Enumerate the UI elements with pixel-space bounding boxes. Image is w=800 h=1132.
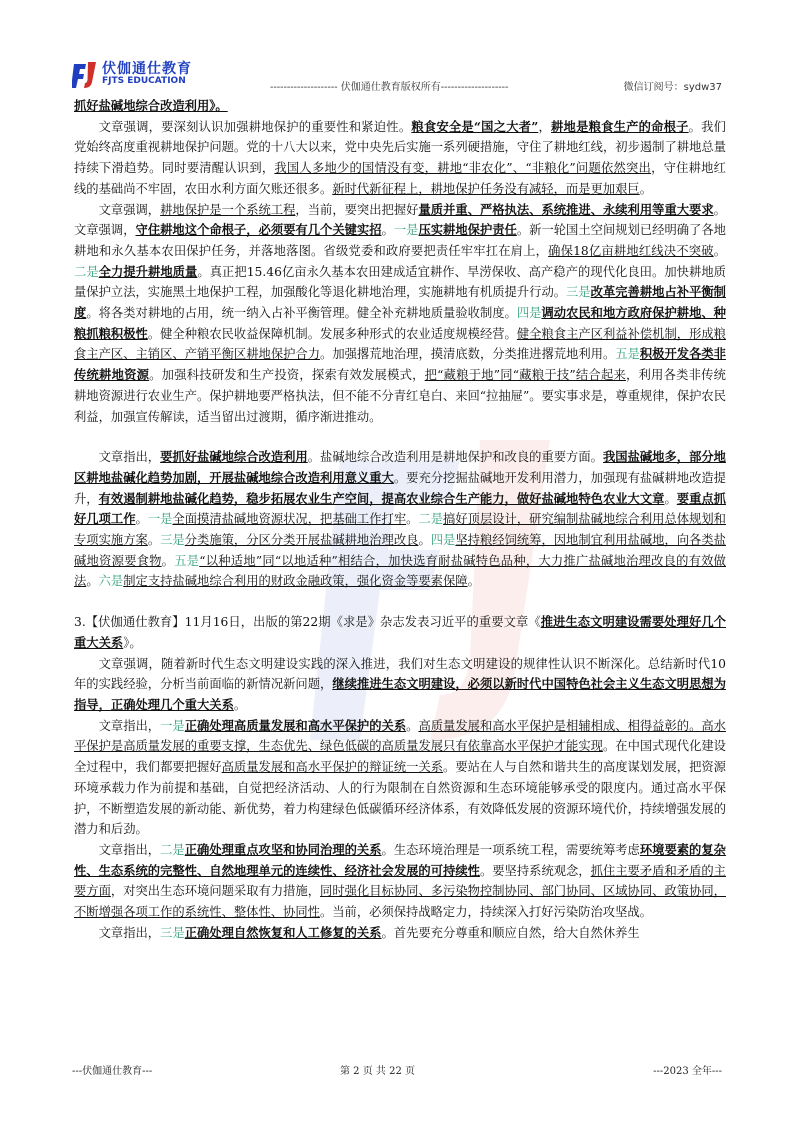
text-run: 正确处理高质量发展和高水平保护的关系: [184, 717, 407, 733]
paragraph: [74, 117, 726, 200]
text-run: 。加强科技研发和生产投资，探索有效发展模式，: [149, 368, 425, 383]
text-run: 环境要素的复杂性、生态系统的完整性、自然地理单元的连续性、经济社会发展的可持续性: [74, 841, 726, 878]
text-run: 。: [664, 491, 677, 506]
ordinal-label: 三是: [160, 533, 185, 548]
text-run: ，守住耕地红线的基础尚不牢固，农田水利方面欠账还很多。: [74, 161, 726, 196]
brand-name-cn: 伏伽通仕教育: [102, 61, 192, 77]
ordinal-label: 四是: [516, 306, 542, 321]
text-run: 有效遏制耕地盐碱化趋势，稳步拓展农业生产空间，提高农业综合生产能力，做好盐碱地特色农业大文章: [98, 490, 665, 506]
ordinal-label: 二是: [74, 264, 99, 279]
text-run: 量质并重、严格执法、系统推进、永续利用等重大要求: [418, 201, 714, 217]
text-run: 。要站在人与自然和谐共生的高度谋划发展，把资源环境承载力作为前提和基础，自觉把经济活动、人的行为限制在自然资源和生态环境能够承受的限度内。通过高水平保护，不断塑造发展的新动能、新优势，着力构建绿色低碳循环经济体系，有效降低发展的资源环境代价，持续增强发展的潜力和后劲。: [74, 760, 726, 837]
text-run: 同时强化目标协同、多污染物控制协同、部门协同、区域协同、政策协同，不断增强各项工作的系统性、整体性、协同性: [74, 884, 726, 920]
text-run: 。: [381, 223, 394, 238]
text-run: 。: [406, 718, 419, 733]
text-run: 正确处理重点攻坚和协同治理的关系: [184, 841, 382, 857]
ordinal-label: 一是: [393, 223, 419, 238]
text-run: 耕地: [551, 118, 577, 134]
text-run: 。: [639, 181, 652, 196]
footer-brand: ---伏伽通仕教育---: [72, 1066, 153, 1077]
text-run: 高质量发展和高水平保护是相辅相成、相得益彰的。高水平保护是高质量发展的重要支撑，生态优先、绿色低碳的高质量发展只有依靠高水平保护才能实现: [74, 718, 726, 754]
text-run: 文章指出，: [98, 718, 161, 733]
text-run: 。: [406, 512, 419, 527]
text-run: 积极开发各类非传统耕地资源: [74, 346, 726, 383]
text-run: 搞好顶层设计，研究编制盐碱地综合利用总体规划和专项实施方案: [74, 512, 726, 548]
text-run: 改革完善耕地占补平衡制度: [74, 284, 726, 321]
paragraph: [74, 654, 726, 716]
text-run: 继续推进生态文明建设，必须以新时代中国特色社会主义生态文明思想为指导，正确处理几个重大关系: [74, 676, 726, 712]
text-run: 。: [418, 533, 431, 548]
ordinal-label: 三是: [566, 285, 591, 300]
text-run: 文章指出，: [98, 842, 161, 857]
page-header: [72, 56, 722, 96]
text-run: 要重点抓好几项工作: [74, 490, 726, 527]
text-run: 。新一轮国土空间规划已经明确了各地耕地和永久基本农田保护任务，并落地落图。省级党委和政府要把责任牢牢扛在肩上，: [74, 223, 726, 258]
text-run: 守住耕地这个命根子，必须要有几个关键实招: [135, 222, 382, 238]
text-run: 。: [86, 574, 99, 589]
text-run: 。当前，必须保持战略定力，持续深入打好污染防治攻坚战。: [319, 905, 652, 920]
text-run: 确保18亿亩耕地红线决不突破: [548, 243, 714, 258]
text-run: 我国盐碱地多，部分地区耕地盐碱化趋势加剧，开展盐碱地综合改造利用意义重大: [74, 449, 726, 485]
copyright-banner: -------------------- 伏伽通仕教育版权所有--------------------: [270, 82, 509, 93]
text-run: 分类施策，分区分类开展盐碱耕地治理改良: [184, 533, 419, 548]
text-run: 。盐碱地综合改造利用是耕地保护和改良的重要方面。: [307, 450, 603, 465]
paragraph: [74, 447, 726, 592]
text-run: 文章指出，: [98, 925, 161, 940]
text-run: 文章强调，随着新时代生态文明建设实践的深入推进，我们对生态文明建设的规律性认识不断深化。总结新时代10年的实践经验，分析当前面临的新情况新问题，: [74, 656, 726, 692]
text-run: 抓好盐碱地综合改造利用》。: [74, 98, 228, 113]
text-run: 3.【伏伽通仕教育】11月16日，出版的第22期《求是》杂志发表习近平的重要文章《: [74, 615, 541, 630]
wechat-subscription: 微信订阅号：sydw37: [623, 82, 722, 93]
ordinal-label: 一是: [160, 718, 185, 733]
text-run: “以种适地”同“以地适种”相结合，加快选育耐盐碱特色品种，大力推广盐碱地治理改良的有效做法: [74, 553, 726, 589]
text-run: 文章强调，: [98, 202, 161, 217]
text-run: 新时代新征程上，耕地保护任务没有减轻，而是更加艰巨: [332, 181, 640, 196]
text-run: 要抓好盐碱地综合改造利用: [160, 449, 308, 465]
text-run: 。健全种粮农民收益保障机制。发展多种形式的农业适度规模经营。: [147, 326, 517, 341]
text-run: 。文章强调，: [74, 202, 726, 238]
paragraph: [74, 200, 726, 428]
text-run: 坚持粮经饲统筹，因地制宜利用盐碱地，向各类盐碱地资源要食物: [74, 533, 726, 568]
ordinal-label: 四是: [430, 533, 456, 548]
text-run: ，当前，要突出把握好: [295, 202, 419, 217]
ordinal-label: 三是: [160, 925, 185, 940]
article-title: 推进生态文明建设需要处理好几个重大关系: [74, 614, 726, 650]
text-run: 。: [161, 553, 175, 568]
text-run: 正确处理自然恢复和人工修复的关系: [184, 924, 382, 940]
text-run: 。: [467, 574, 480, 589]
text-run: 高质量发展和高水平保护的辩证统一关系: [221, 760, 444, 775]
text-run: 健全粮食主产区利益补偿机制，形成粮食主产区、主销区、产销平衡区耕地保护合力: [74, 326, 726, 362]
text-run: 。在中国式现代化建设全过程中，我们都要把握好: [74, 739, 726, 775]
text-run: 。我们党始终高度重视耕地保护问题。党的十八大以来，党中央先后实施一系列硬措施，守住了耕地红线，初步遏制了耕地总量持续下滑趋势。同时要清醒认识到，: [74, 119, 726, 176]
ordinal-label: 二是: [160, 842, 185, 857]
paragraph: [74, 923, 726, 944]
text-run: ，对突出生态环境问题采取有力措施，: [110, 884, 321, 899]
ordinal-label: 五是: [615, 347, 640, 362]
text-run: 粮食安全是“国之大者”: [411, 118, 539, 134]
text-run: 。加强撂荒地治理，摸清底数，分类推进撂荒地利用。: [320, 347, 616, 362]
text-run: 。真正把15.46亿亩永久基本农田建成适宜耕作、旱涝保收、高产稳产的现代化良田。加快耕地质量保护立法，实施黑土地保护工程，加强酸化等退化耕地治理，实施耕地有机质提升行动。: [74, 264, 726, 300]
ordinal-label: 五是: [174, 553, 200, 568]
text-run: 。: [713, 243, 726, 258]
text-run: 》。: [123, 635, 142, 650]
text-run: ，利用各类非传统耕地资源进行农业生产。保护耕地要严格执法，但不能不分青红皂白、来回“拉抽屉”。要实事求是，尊重规律，保护农民利益，加强宣传解读，适当留出过渡期，循序渐进推动。: [74, 368, 727, 424]
text-run: 。要坚持系统观念，: [479, 863, 591, 878]
text-run: 。: [147, 533, 161, 548]
text-run: 文章强调，要深刻认识加强耕地保护的重要性和紧迫性。: [98, 119, 412, 134]
text-run: 耕地保护是一个系统工程: [160, 202, 296, 217]
text-run: 全力提升耕地质量: [98, 263, 198, 279]
paragraph: [74, 96, 726, 117]
brand-logo-icon: [72, 60, 98, 90]
footer-year: ---2023 全年---: [653, 1066, 722, 1077]
text-run: 抓住主要矛盾和矛盾的主要方面: [74, 863, 726, 899]
text-run: 。要充分挖掘盐碱地开发利用潜力，加强现有盐碱耕地改造提升，: [74, 470, 726, 506]
text-run: 制定支持盐碱地综合利用的财政金融政策，强化资金等要素保障: [123, 574, 468, 589]
text-run: 是粮食生产的命根子: [576, 118, 689, 134]
page-number: 第 2 页 共 22 页: [340, 1066, 415, 1077]
text-run: 文章指出，: [98, 450, 161, 465]
paragraph: [74, 716, 726, 840]
text-run: 全面摸清盐碱地资源状况，把基础工作打牢: [172, 512, 407, 527]
paragraph: [74, 840, 726, 923]
paragraph: [74, 612, 726, 653]
text-run: 。将各类对耕地的占用，统一纳入占补平衡管理。健全补充耕地质量验收制度。: [86, 306, 517, 321]
text-run: ，: [538, 119, 552, 134]
document-body: [74, 96, 726, 943]
text-run: 压实耕地保护责任: [418, 222, 517, 238]
text-run: 我国人多地少的国情没有变，耕地“非农化”、“非粮化”问题依然突出: [274, 161, 652, 176]
text-run: 把“藏粮于地”同“藏粮于技”结合起来: [424, 368, 627, 383]
ordinal-label: 一是: [147, 512, 173, 527]
text-run: 。: [135, 512, 148, 527]
text-run: 调动农民和地方政府保护耕地、种粮抓粮积极性: [74, 305, 726, 341]
ordinal-label: 二是: [418, 512, 444, 527]
text-run: 。首先要充分尊重和顺应自然，给大自然休养生: [381, 925, 640, 940]
text-run: 。: [233, 697, 247, 712]
ordinal-label: 六是: [98, 574, 124, 589]
text-run: 。生态环境治理是一项系统工程，需要统筹考虑: [381, 842, 640, 857]
brand-name-en: FJTS EDUCATION: [102, 76, 186, 86]
